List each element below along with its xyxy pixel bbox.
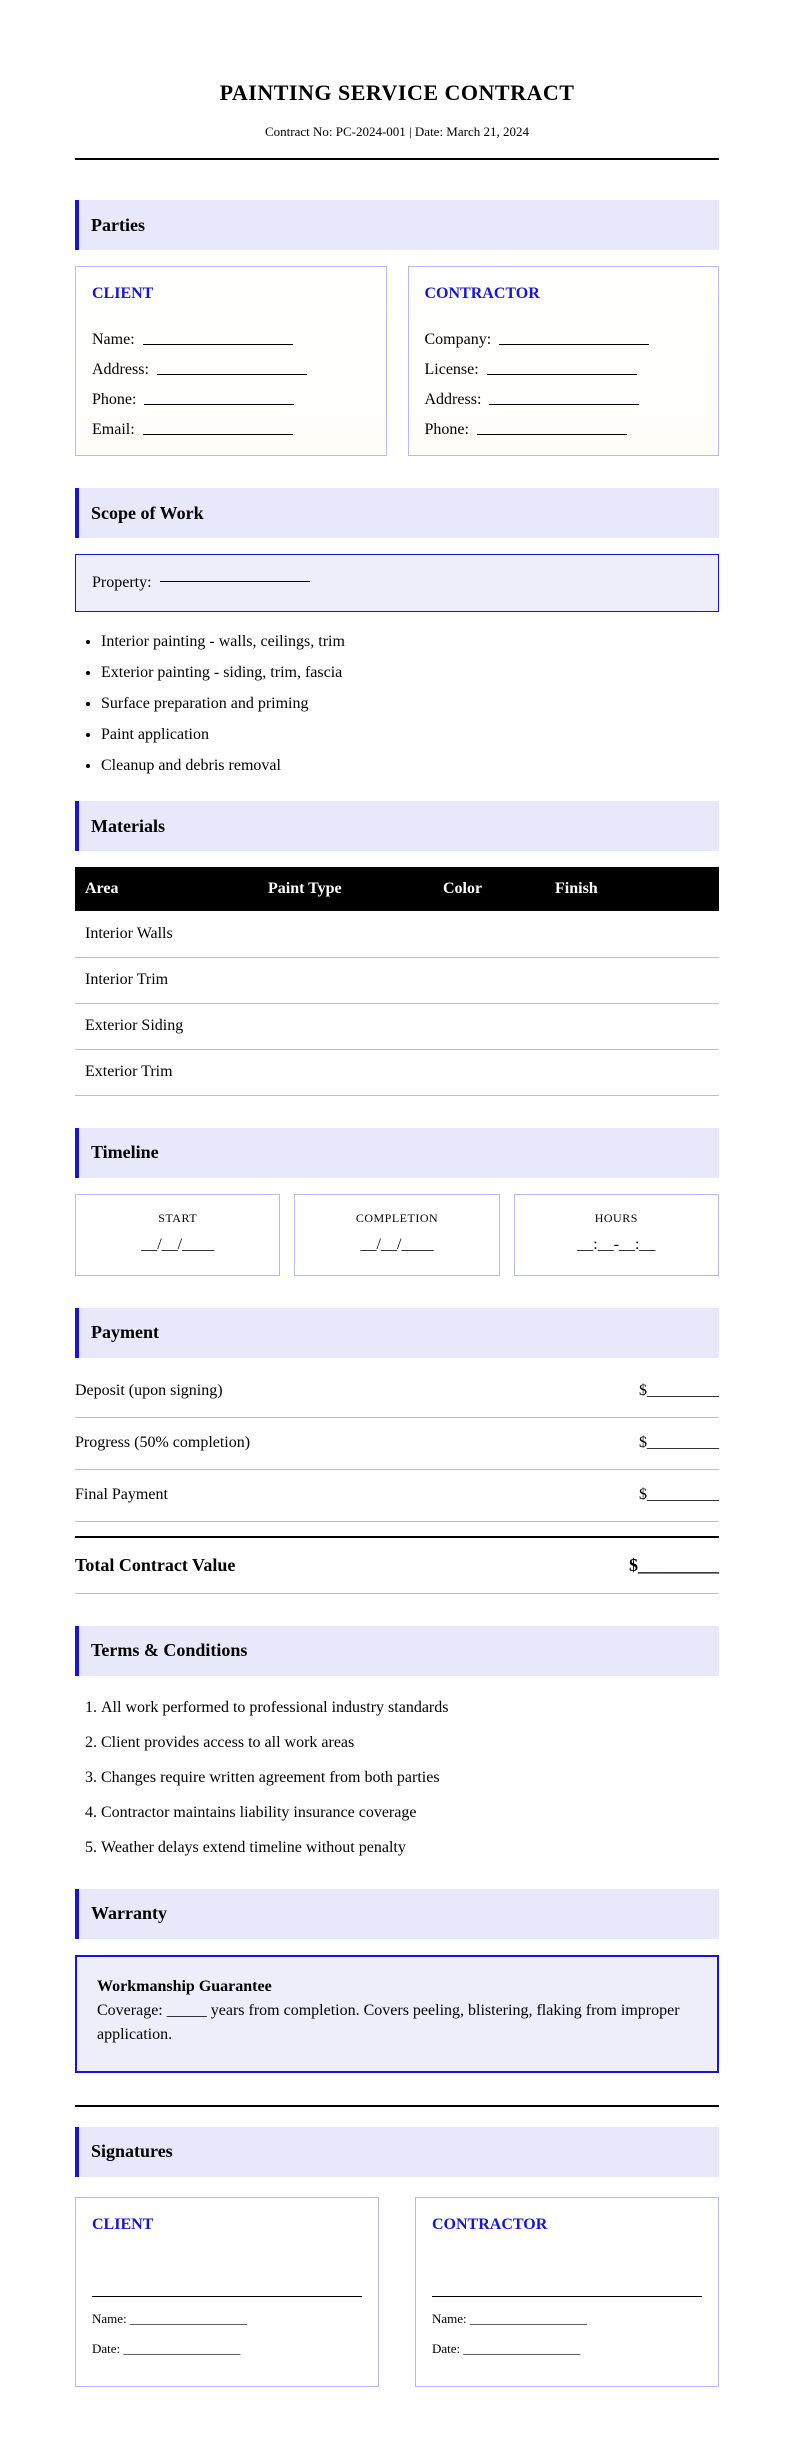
timeline-hours-value[interactable]: __:__-__:__ [577, 1235, 656, 1253]
color-cell[interactable] [433, 957, 545, 1003]
field-label: Company: [424, 331, 492, 348]
contractor-license-field [425, 349, 703, 379]
client-signature-title: CLIENT [92, 2215, 154, 2233]
client-name-input[interactable] [143, 344, 293, 345]
client-address-input[interactable] [157, 374, 307, 375]
scope-list [75, 626, 719, 781]
timeline-completion-label: COMPLETION [355, 1210, 439, 1225]
list-item: 4. Contractor maintains liability insurance coverage [101, 1795, 719, 1830]
list-item: 3. Changes require written agreement from both parties [101, 1760, 719, 1795]
list-item: • Paint application [101, 719, 719, 750]
contractor-card [408, 266, 720, 456]
contractor-phone-field [425, 409, 703, 439]
contractor-signature-name[interactable]: Name: __________________ [432, 2310, 587, 2326]
section-header-terms: Terms & Conditions [75, 1626, 719, 1676]
color-cell[interactable] [433, 1003, 545, 1049]
contractor-signature-card [415, 2197, 719, 2387]
column-header-area: Area [75, 867, 258, 911]
client-phone-field [92, 379, 370, 409]
section-header-timeline: Timeline [75, 1128, 719, 1178]
paint-type-cell[interactable] [258, 1003, 433, 1049]
list-item: 5. Weather delays extend timeline without penalty [101, 1830, 719, 1865]
finish-cell[interactable] [545, 1049, 719, 1095]
contractor-address-input[interactable] [489, 404, 639, 405]
terms-list [75, 1690, 719, 1865]
field-label: Phone: [92, 391, 137, 408]
column-header-finish: Finish [545, 867, 719, 911]
field-label: Email: [92, 421, 135, 438]
section-header-warranty: Warranty [75, 1889, 719, 1939]
client-signature-line[interactable] [92, 2296, 362, 2297]
color-cell[interactable] [433, 1049, 545, 1095]
table-row [75, 1003, 719, 1049]
field-label: Name: [92, 331, 135, 348]
timeline-start-label: START [158, 1210, 198, 1225]
timeline-hours-card [514, 1194, 719, 1276]
list-item: 2. Client provides access to all work areas [101, 1725, 719, 1760]
list-item: 1. All work performed to professional industry standards [101, 1690, 719, 1725]
timeline-completion-value[interactable]: __/__/____ [360, 1235, 434, 1253]
finish-cell[interactable] [545, 1003, 719, 1049]
total-amount[interactable]: $_________ [629, 1554, 719, 1575]
table-row [75, 957, 719, 1003]
payment-amount[interactable]: $_________ [639, 1486, 719, 1503]
finish-cell[interactable] [545, 911, 719, 957]
property-label: Property: [92, 574, 152, 591]
client-address-field [92, 349, 370, 379]
client-email-field [92, 409, 370, 439]
warranty-title: Workmanship Guarantee [97, 1977, 272, 1995]
payment-amount[interactable]: $_________ [639, 1434, 719, 1451]
contractor-address-field [425, 379, 703, 409]
list-item: • Interior painting - walls, ceilings, trim [101, 626, 719, 657]
payment-label: Deposit (upon signing) [75, 1382, 223, 1399]
contractor-signature-title: CONTRACTOR [432, 2215, 548, 2233]
field-label: Address: [424, 391, 482, 408]
client-email-input[interactable] [143, 434, 293, 435]
materials-table [75, 867, 719, 1096]
section-header-signatures: Signatures [75, 2127, 719, 2177]
total-label: Total Contract Value [75, 1554, 236, 1575]
area-cell: Interior Walls [75, 911, 258, 957]
section-header-materials: Materials [75, 801, 719, 851]
client-title: CLIENT [92, 285, 154, 302]
paint-type-cell[interactable] [258, 1049, 433, 1095]
list-item: • Cleanup and debris removal [101, 750, 719, 781]
section-header-scope: Scope of Work [75, 488, 719, 538]
property-input[interactable] [160, 581, 310, 582]
field-label: Address: [92, 361, 149, 378]
page-title: PAINTING SERVICE CONTRACT [219, 80, 575, 105]
color-cell[interactable] [433, 911, 545, 957]
signature-divider [75, 2105, 719, 2107]
contractor-title: CONTRACTOR [424, 285, 540, 302]
timeline-start-card [75, 1194, 280, 1276]
warranty-text: Coverage: _____ years from completion. Covers peeling, blistering, flaking from improper application. [97, 2001, 680, 2043]
payment-total-row [75, 1536, 719, 1594]
section-header-payment: Payment [75, 1308, 719, 1358]
client-signature-card [75, 2197, 379, 2387]
section-header-parties: Parties [75, 200, 719, 250]
list-item: • Exterior painting - siding, trim, fascia [101, 657, 719, 688]
header-divider [75, 158, 719, 160]
field-label: License: [424, 361, 479, 378]
payment-row-progress [75, 1418, 719, 1470]
paint-type-cell[interactable] [258, 957, 433, 1003]
client-signature-date[interactable]: Date: __________________ [92, 2340, 241, 2356]
property-field [75, 554, 719, 612]
parties-grid [75, 266, 719, 456]
table-row [75, 911, 719, 957]
table-row [75, 1049, 719, 1095]
contractor-signature-date[interactable]: Date: __________________ [432, 2340, 581, 2356]
contractor-company-input[interactable] [499, 344, 649, 345]
client-phone-input[interactable] [144, 404, 294, 405]
area-cell: Exterior Trim [75, 1049, 258, 1095]
timeline-grid [75, 1194, 719, 1276]
timeline-hours-label: HOURS [594, 1210, 638, 1225]
column-header-paint-type: Paint Type [258, 867, 433, 911]
client-card [75, 266, 387, 456]
field-label: Phone: [424, 421, 469, 438]
contract-meta: Contract No: PC-2024-001 | Date: March 21, 2024 [264, 124, 529, 139]
payment-label: Final Payment [75, 1486, 168, 1503]
contractor-license-input[interactable] [487, 374, 637, 375]
client-name-field [92, 319, 370, 349]
contractor-signature-line[interactable] [432, 2296, 702, 2297]
client-signature-name[interactable]: Name: __________________ [92, 2310, 247, 2326]
payment-amount[interactable]: $_________ [639, 1382, 719, 1399]
payment-label: Progress (50% completion) [75, 1434, 251, 1451]
timeline-completion-card [294, 1194, 499, 1276]
area-cell: Interior Trim [75, 957, 258, 1003]
paint-type-cell[interactable] [258, 911, 433, 957]
warranty-box [75, 1955, 719, 2073]
contract-header [75, 0, 719, 140]
area-cell: Exterior Siding [75, 1003, 258, 1049]
payment-list [75, 1366, 719, 1594]
contractor-company-field [425, 319, 703, 349]
payment-row-final [75, 1470, 719, 1522]
finish-cell[interactable] [545, 957, 719, 1003]
signatures-grid [75, 2197, 719, 2387]
contractor-phone-input[interactable] [477, 434, 627, 435]
column-header-color: Color [433, 867, 545, 911]
payment-row-deposit [75, 1366, 719, 1418]
list-item: • Surface preparation and priming [101, 688, 719, 719]
table-header-row [75, 867, 719, 911]
timeline-start-value[interactable]: __/__/____ [141, 1235, 215, 1253]
